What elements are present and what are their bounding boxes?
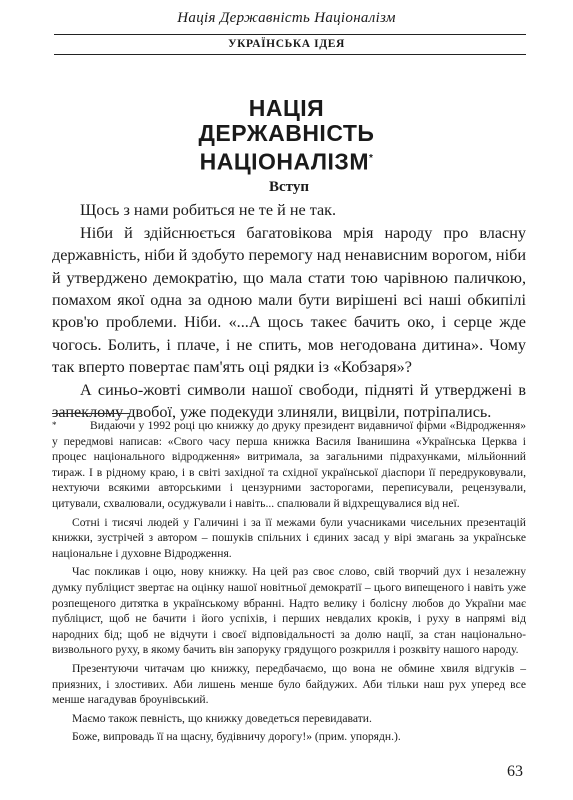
body-paragraph: А синьо-жовті символи нашої свободи, підняті й утверджені в запеклому двобої, уже подекуди злиняли, вицвіли, потріпались.	[52, 380, 526, 422]
footnote-divider	[52, 413, 130, 414]
footnote-paragraph: Сотні і тисячі людей у Галичині і за її межами були учасниками чисельних презентацій книжки, зустрічей з автором – пошуків спільних і єдиних засад у вірі змагань за українське національне і духовне Відродження.	[52, 515, 526, 560]
header-rule-bottom	[54, 54, 526, 55]
title-footnote-mark: *	[369, 153, 374, 164]
footnote-paragraph: Боже, випровадь її на щасну, будівничу дорогу!» (прим. упорядн.).	[72, 730, 401, 744]
title-line-2: ДЕРЖАВНІСТЬ	[198, 120, 375, 146]
footnotes	[52, 418, 526, 748]
body-paragraph: Щось з нами робиться не те й не так.	[80, 201, 337, 220]
footnote-paragraph: Презентуючи читачам цю книжку, передбачаємо, що вона не обмине хвиля відгуків – приязних, і злостивих. Аби лишень менше було байдужих. Аби тільки наш рух уперед все менше нагадував броунівський.	[52, 661, 526, 707]
footnote-text: Видаючи у 1992 році цю книжку до друку президент видавничої фірми «Відродження» у передмові написав: «Свого часу перша книжка Василя Іванишина «Українська Церква і процес національного відродження» витримала, за загальними підрахунками, мільйонний тираж. І в рідному краю, і в світі західної та східної української діаспори її передруковували, нехтуючи всякими авторськими і цензурними засторогами, переписували, рецензували, цитували, схвалювали, осуджували і навіть... спалювали й відхрещувалися від неї.	[52, 419, 526, 510]
footnote-mark: *	[52, 420, 57, 430]
body-paragraph: Ніби й здійснюється багатовікова мрія народу про власну державність, ніби й здобуто перемогу над ненависним ворогом, ніби й утверджено демократію, що мала стати тою чарівною паличкою, помахом якої одна за одною мали бути вирішені всі наші обкипілі кров'ю проблеми. Ніби. «...А щось такеє бачить око, і серце жде чогось. Болить, і плаче, і не спить, мов негодована дитина». Чому так вперто повертає пам'ять оці рядки із «Кобзаря»?	[52, 223, 526, 377]
header-rule-top	[54, 34, 526, 35]
title-line-1: НАЦІЯ	[248, 95, 325, 121]
footnote-paragraph: Час покликав і оцю, нову книжку. На цей раз своє слово, свій творчий дух і незалежну думку публіцист звертає на оцінку нашої новітньої демократії – цього випещеного і навіть уже розпещеного дитятка в українському вбранні. Надто велику і болісну любов до України має публіцист, щоб не бачити і його успіхів, і перших невдалих кроків, і руху в напрямі від народних бід; щоб не відчути і своєї відповідальності за долю нації, за стан національно-визвольного руху, в якому бачить він запоруку грядущого розкрилля і розквіту нашого народу.	[52, 565, 526, 657]
subheading: Вступ	[269, 179, 309, 195]
footnote-paragraph	[52, 418, 526, 512]
body-text	[52, 176, 526, 423]
title-line-3	[0, 146, 573, 175]
title-line-3-text: НАЦІОНАЛІЗМ	[199, 148, 369, 175]
section-label: УКРАЇНСЬКА ІДЕЯ	[228, 38, 345, 50]
chapter-title	[0, 96, 573, 175]
page-number: 63	[507, 763, 523, 780]
footnote-paragraph: Маємо також певність, що книжку доведеться перевидавати.	[72, 711, 372, 725]
running-title: Нація Державність Націоналізм	[177, 10, 396, 26]
